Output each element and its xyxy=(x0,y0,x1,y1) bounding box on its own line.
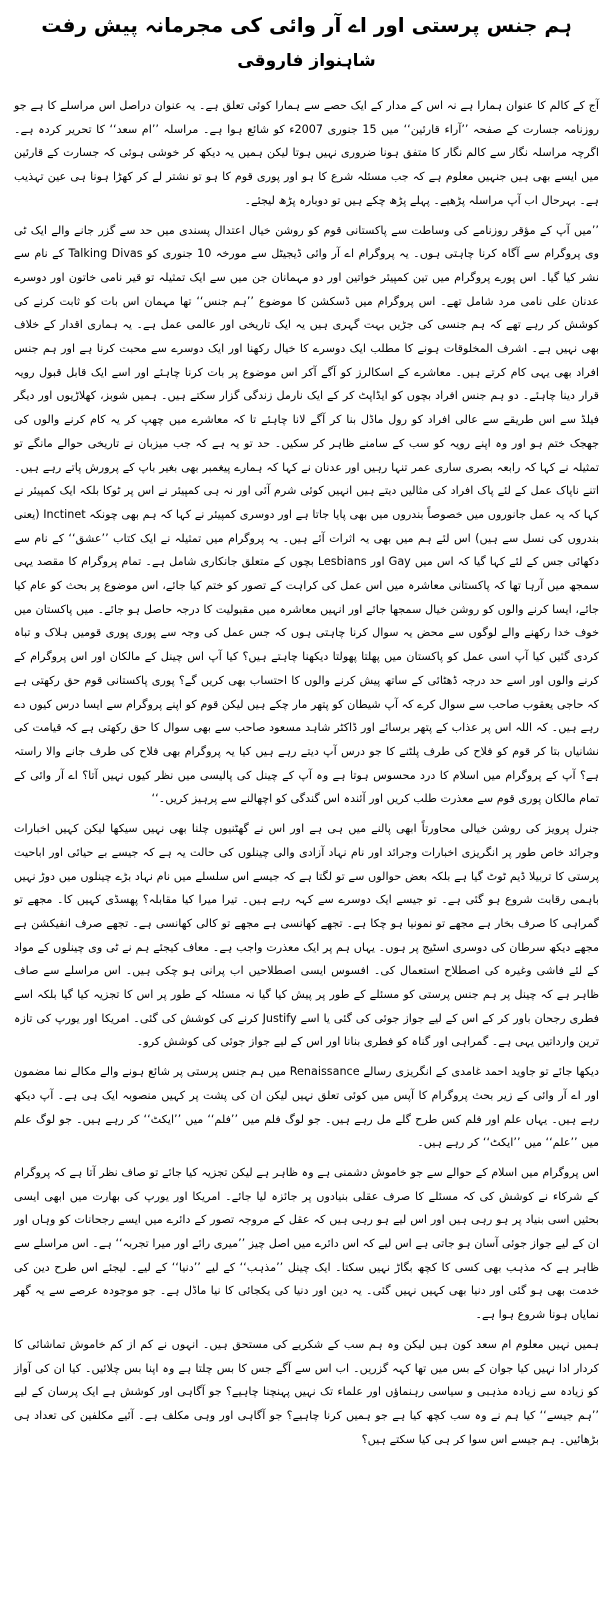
paragraph-analysis: اس پروگرام میں اسلام کے حوالے سے جو خاموش دشمنی ہے وہ ظاہر ہے لیکن تجزیہ کیا جائے تو صاف نظر آتا ہے کہ پروگرام کے شرکاء نے کوشش کی کہ مسئلے کا صرف عقلی بنیادوں پر جائزہ لیا جائے۔ امریکا اور یورپ کی بھارت میں ابھی ایسی بحثیں اسی بنیاد پر ہو رہی ہیں اور اس لیے ہو رہی ہیں کہ عقل کے مروجہ تصور کے دائرے میں ایسے رجحانات کو وہاں اور ان کے لیے جواز جوئی آسان ہو جاتی ہے اس لیے کہ اس دائرے میں اصل چیز ’’میری رائے اور میرا تجربہ‘‘ ہے۔ اس مراسلے سے ظاہر ہے کہ مذہب بھی کسی کا کچھ بگاڑ نہیں سکتا۔ ایک چینل ’’مذہب‘‘ کے لیے ’’دنیا‘‘ کے لیے۔ لیجئے اس طرح دین کی خدمت بھی ہو گئی اور دنیا بھی کہیں نہیں گئی۔ یہ دین اور دنیا کی یکجائی کا نیا ماڈل ہے۔ جو موجودہ عرصے سے یہ گھر نمایاں ہونا شروع ہوا ہے۔ xyxy=(14,1165,599,1322)
article-headline: ہم جنس پرستی اور اے آر وائی کی مجرمانہ پیش رفت xyxy=(41,13,572,37)
article-body xyxy=(14,94,599,1451)
paragraph-closing: ہمیں نہیں معلوم ام سعد کون ہیں لیکن وہ ہم سب کے شکریے کی مستحق ہیں۔ انہوں نے کم از کم خاموش تماشائی کا کردار ادا نہیں کیا جوان کے بس میں تھا کہہ گزریں۔ اب اس سے آگے جس کا بس چلتا ہے وہ اپنا بس چلائیں۔ کیا ان کی آواز کو زیادہ سے زیادہ مذہبی و سیاسی رہنماؤں اور علماء تک نہیں پہنچنا چاہیے؟ جو آگاہی اور کوشش ہے ایک پرسان کے لیے ’’ہم جیسے‘‘ کیا ہم نے وہ سب کچھ کیا ہے جو ہمیں کرنا چاہیے؟ جو آگاہی اور وہی مکلف ہے۔ آئیے مکلفین کی تعداد ہی بڑھائیں۔ ہم جیسے اس سوا کر ہی کیا سکتے ہیں؟ xyxy=(14,1337,599,1446)
paragraph-letter: ’’میں آپ کے مؤقر روزنامے کی وساطت سے پاکستانی قوم کو روشن خیال اعتدال پسندی میں حد سے گزر جانے والے ایک ٹی وی پروگرام سے آگاہ کرنا چاہتی ہوں۔ یہ پروگرام اے آر وائی ڈیجیٹل سے مورخہ 10 جنوری کو Talking Divas کے نام سے نشر کیا گیا۔ اس پورے پروگرام میں تین کمپیئر خواتین اور دو مہمانان جن میں سے ایک تمثیلہ تو قیر نامی خاتون اور دوسرے عدنان علی نامی مرد شامل تھے۔ اس پروگرام میں ڈسکشن کا موضوع ’’ہم جنس‘‘ تھا مہمان اس بات کو ثابت کرنے کی کوشش کر رہے تھے کہ ہم جنسی کی جڑیں بہت گہری ہیں یہ ایک تاریخی اور عالمی عمل ہے۔ یہ ہماری اقدار کے خلاف بھی نہیں ہے۔ اشرف المخلوقات ہونے کا مطلب ایک دوسرے کا خیال رکھنا اور ایک دوسرے سے محبت کرنا ہے اور ہم جنس افراد بھی یہی کام کرتے ہیں۔ معاشرے کے اسکالرز کو آگے آکر اس موضوع پر بات کرنا چاہئے اور اسے ایک قابل قبول رویہ قرار دینا چاہئے۔ دو ہم جنس افراد بچوں کو ایڈاپٹ کر کے ایک نارمل زندگی گزار سکتے ہیں۔ ہمیں شوبز، کھلاڑیوں اور دیگر فیلڈ سے اس طریقے سے عالی افراد کو رول ماڈل بنا کر آگے لانا چاہئے تا کہ معاشرے میں چھپ کر یہ کام کرنے والوں کی جھجک ختم ہو اور وہ اپنے رویہ کو سب کے سامنے ظاہر کر سکیں۔ حد تو یہ ہے کہ جب میزبان نے تاریخی حوالے مانگے تو تمثیلہ نے کہا کہ رابعہ بصری ساری عمر تنہا رہیں اور عدنان نے کہا کہ ہمارے پیغمبر بھی بغیر باپ کے پرورش پاتے رہے ہیں۔ اتنے ناپاک عمل کے لئے پاک افراد کی مثالیں دیتے ہیں انہیں کوئی شرم آئی اور نہ ہی کمپیئر نے اس پر ٹوکا بلکہ ایک کمپیئر نے کہا کہ یہ عمل جانوروں میں خصوصاً بندروں میں بھی پایا جاتا ہے اور دوسری کمپیئر نے کہا کہ ہم بھی چونکہ Inctinet (یعنی بندروں کی نسل سے ہیں) اس لئے ہم میں بھی یہ اثرات آئے ہیں۔ یہ پروگرام میں تمثیلہ نے ایک کتاب ’’عشق‘‘ کے نام سے دکھائی جس کے لئے کہا گیا کہ اس میں Gay اور Lesbians بچوں کے متعلق جانکاری شامل ہے۔ تمام پروگرام کا مقصد یہی سمجھ میں آرہا تھا کہ پاکستانی معاشرہ میں اس عمل کی کراہت کے تصور کو ختم کیا جائے، اس موضوع پر بحث کو عام کیا جائے، ایسا کرنے والوں کو روشن خیال سمجھا جائے اور انہیں معاشرہ میں مقبولیت کا درجہ حاصل ہو جائے۔ میں پاکستان میں خوف خدا رکھنے والے لوگوں سے محض یہ سوال کرنا چاہتی ہوں کہ جس عمل کی وجہ سے پوری پوری قومیں ہلاک و تباہ کردی گئیں کیا آپ اسی عمل کو پاکستان میں پھلتا پھولتا دیکھنا چاہتے ہیں؟ کیا آپ اس چینل کے مالکان اور اس پروگرام کے کرنے والوں اور اسے حد درجہ ڈھٹائی کے ساتھ پیش کرنے والوں کا احتساب بھی کریں گے؟ پوری پاکستانی قوم حق رکھتی ہے کہ حاجی یعقوب صاحب سے سوال کرے کہ آپ شیطان کو پتھر مار چکے ہیں لیکن قوم کو اپنے پروگرام سے ایسا درس کیوں دے رہے ہیں۔ کہ اللہ اس پر عذاب کے پتھر برسائے اور ڈاکٹر شاہد مسعود صاحب سے بھی سوال کا حق رکھتی ہے کہ قیامت کی نشانیاں بتا کر قوم کو فلاح کی طرف پلٹنے کا جو درس آپ دیتے رہے ہیں کیا یہ پروگرام بھی فلاح کی طرف جانے والا راستہ ہے؟ آپ کے پروگرام میں اسلام کا درد محسوس ہوتا ہے وہ آپ کے چینل کی پالیسی میں نظر کیوں نہیں آتا؟ اے آر وائی کے تمام مالکان پوری قوم سے معذرت طلب کریں اور آئندہ اس گندگی کو اچھالنے سے پرہیز کریں۔‘‘ xyxy=(14,223,599,806)
paragraph-intro: آج کے کالم کا عنوان ہمارا ہے نہ اس کے مدار کے ایک حصے سے ہمارا کوئی تعلق ہے۔ یہ عنوان دراصل اس مراسلے کا ہے جو روزنامہ جسارت کے صفحہ ’’آراء قارئین‘‘ میں 15 جنوری 2007ء کو شائع ہوا ہے۔ مراسلہ ’’ام سعد‘‘ کا تحریر کردہ ہے۔ اگرچہ مراسلہ نگار سے کالم نگار کا متفق ہونا ضروری نہیں ہوتا لیکن ہمیں یہ دیکھ کر خوشی ہوئی کہ جسارت کے قارئین میں ایسے بھی ہیں جنہیں معلوم ہے کہ جب مسئلہ شرع کا ہو اور پوری قوم کا ہو تو نشتر لے کر کھڑا ہونا ہی عین تہذیب ہے۔ بہرحال اب آپ مراسلہ پڑھیے۔ پہلے پڑھ چکے ہیں تو دوبارہ پڑھ لیجئے۔ xyxy=(14,99,600,207)
author-byline: شاہنواز فاروقی xyxy=(237,51,376,71)
paragraph-commentary: جنرل پرویز کی روشن خیالی محاورتاً ابھی پالنے میں ہی ہے اور اس نے گھٹنیوں چلنا بھی نہیں سیکھا لیکن کہیں اخبارات وجرائد خاص طور پر انگریزی اخبارات وجرائد اور نام نہاد آزادی والی چینلوں کی حالت یہ ہے کہ جیسے بے حیائی اور اباحیت پرستی کا تربیلا ڈیم ٹوٹ گیا ہے بلکہ بعض حوالوں سے تو لگتا ہے کہ جیسے اس سلسلے میں نام نہاد بڑے چینلوں میں دوڑ نہیں باہمی رقابت شروع ہو گئی ہے۔ تو جیسے ایک دوسرے سے کہہ رہے ہیں۔ تیرا میرا کیا مقابلہ؟ پھسڈی کہیں کا۔ مجھے تو گمراہی کا صرف بخار ہے مجھے تو نمونیا ہو چکا ہے۔ تجھے کھانسی ہے مجھے تو کالی کھانسی ہے۔ تجھے صرف انفیکشن ہے مجھے دیکھ سرطان کی دوسری اسٹیج پر ہوں۔ یہاں ہم پر ایک معذرت واجب ہے۔ معاف کیجئے ہم نے ٹی وی چینلوں کے مواد کے لئے فاشی وغیرہ کی اصطلاح استعمال کی۔ افسوس ایسی اصطلاحیں اب پرانی ہو چکی ہیں۔ اس مراسلے سے صاف ظاہر ہے کہ چینل پر ہم جنس پرستی کو مسئلے کے طور پر پیش کیا گیا نہ مسئلہ کے طور پر اس کا تجزیہ کیا گیا بلکہ اسے فطری رجحان باور کر کے اس کے لیے جواز جوئی کی گئی یا اسے Justify کرنے کی کوشش کی گئی۔ امریکا اور یورپ کی تازہ ترین وارداتیں یہی ہے۔ گمراہی اور گناہ کو فطری بنانا اور اس کے لیے جواز جوئی کی کوشش کرو۔ xyxy=(14,822,600,1049)
paragraph-renaissance: دیکھا جائے تو جاوید احمد غامدی کے انگریزی رسالے Renaissance میں ہم جنس پرستی پر شائع ہونے والے مکالے نما مضمون اور اے آر وائی کے زیر بحث پروگرام کا آپس میں کوئی تعلق نہیں لیکن ان کی پشت پر کہیں منصوبہ ایک ہی ہے۔ آپ دیکھ رہے ہیں۔ یہاں علم اور فلم کس طرح گلے مل رہے ہیں۔ جو لوگ فلم میں ’’فلم‘‘ میں ’’ایکٹ‘‘ کر رہے ہیں۔ جو لوگ علم میں ’’علم‘‘ میں ’’ایکٹ‘‘ کر رہے ہیں۔ xyxy=(14,1065,599,1150)
